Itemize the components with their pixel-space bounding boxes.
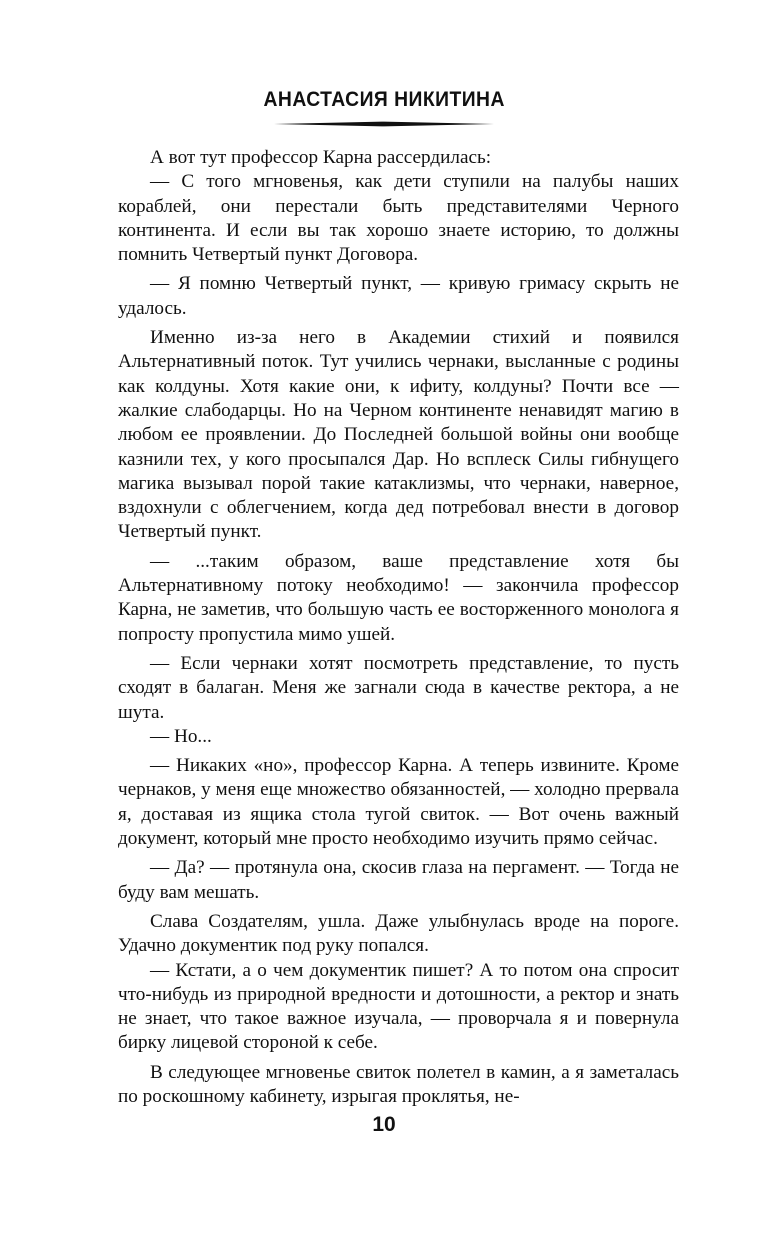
paragraph-3: — Я помню Четвертый пункт, — кривую гримасу скрыть не удалось. — [118, 273, 679, 319]
paragraph-9: — Да? — протянула она, скосив глаза на пергамент. — Тогда не буду вам мешать. — [118, 857, 679, 903]
paragraph-12: В следующее мгновенье свиток полетел в камин, а я заметалась по роскошному кабинету, изрыгая проклятья, не- — [118, 1061, 679, 1107]
running-header — [0, 88, 768, 112]
paragraph-4: Именно из-за него в Академии стихий и появился Альтернативный поток. Тут учились чернаки, высланные с родины как колдуны. Хотя какие они, к ифиту, колдуны? Почти все — жалкие слабодарцы. Но на Черном континенте ненавидят магию в любом ее проявлении. До Последней большой войны они вообще казнили тех, у кого просыпался Дар. Но всплеск Силы гибнущего магика вызывал порой такие катаклизмы, что чернаки, наверное, вздохнули с облегчением, когда дед потребовал внести в договор Четвертый пункт. — [118, 327, 679, 543]
paragraph-11: — Кстати, а о чем документик пишет? А то потом она спросит что-нибудь из природной вредности и дотошности, а ректор и знать не знает, что такое важное изучала, — проворчала я и повернула бирку лицевой стороной к себе. — [118, 959, 679, 1054]
header-rule — [0, 121, 768, 127]
page-number: 10 — [372, 1113, 396, 1136]
paragraph-10: Слава Создателям, ушла. Даже улыбнулась вроде на пороге. Удачно документик под руку попался. — [118, 910, 679, 957]
paragraph-2: — С того мгновенья, как дети ступили на палубы наших кораблей, они перестали быть представителями Черного континента. И если вы так хорошо знаете историю, то должны помнить Четвертый пункт Договора. — [118, 171, 679, 266]
header-rule-ornament — [274, 121, 494, 127]
paragraph-8: — Никаких «но», профессор Карна. А теперь извините. Кроме чернаков, у меня еще множество обязанностей, — холодно прервала я, доставая из ящика стола тугой свиток. — Вот очень важный документ, который мне просто необходимо изучить прямо сейчас. — [118, 755, 679, 850]
paragraph-5: — ...таким образом, ваше представление хотя бы Альтернативному потоку необходимо! — закончила профессор Карна, не заметив, что большую часть ее восторженного монолога я попросту пропустила мимо ушей. — [118, 550, 679, 645]
paragraph-6: — Если чернаки хотят посмотреть представление, то пусть сходят в балаган. Меня же загнали сюда в качестве ректора, а не шута. — [118, 652, 679, 723]
paragraph-1: А вот тут профессор Карна рассердилась: — [150, 147, 492, 168]
body-text — [118, 146, 679, 1109]
paragraph-7: — Но... — [150, 725, 212, 747]
author-name: АНАСТАСИЯ НИКИТИНА — [263, 88, 505, 111]
